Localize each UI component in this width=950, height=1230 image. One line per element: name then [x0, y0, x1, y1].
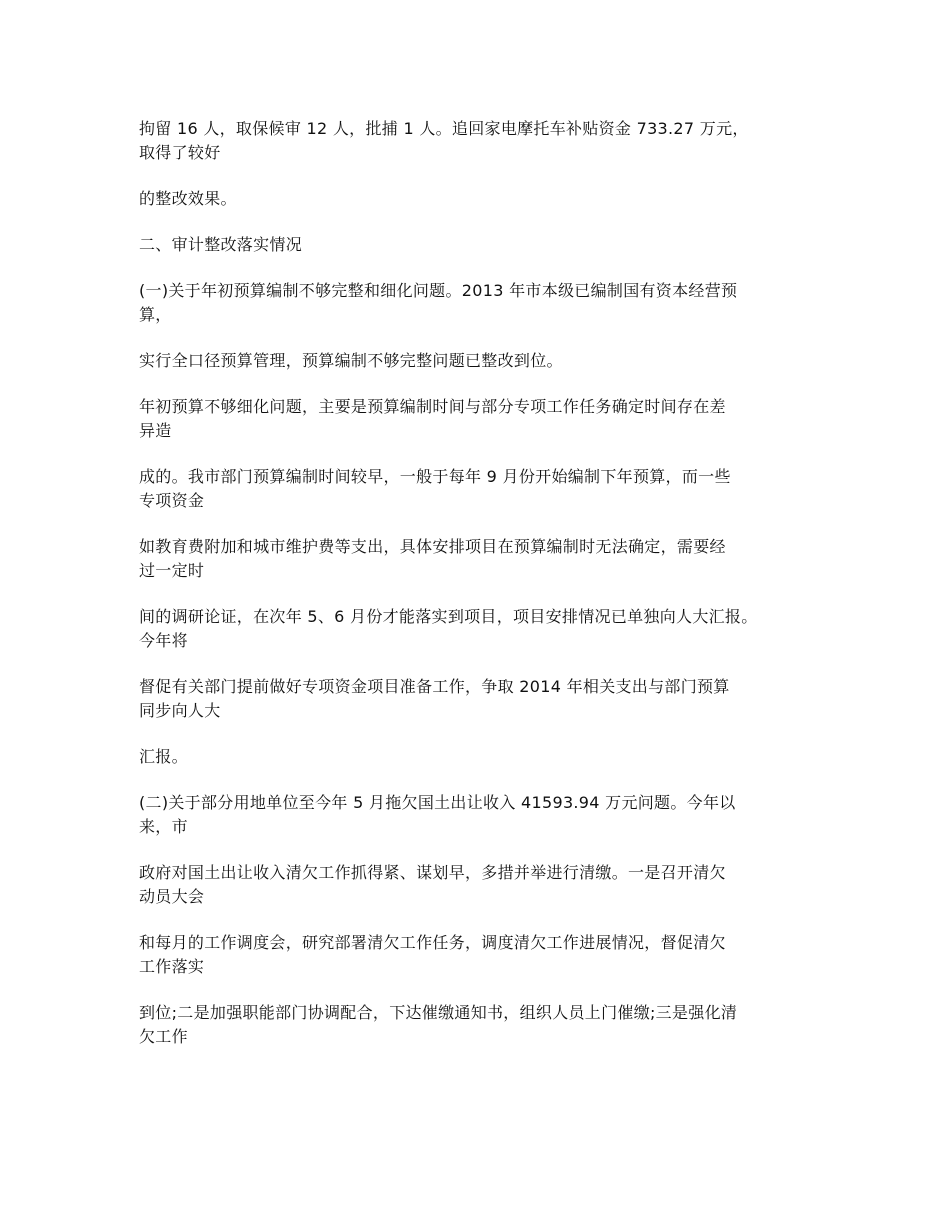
paragraph-4 [139, 279, 819, 327]
paragraph-13 [139, 861, 819, 909]
text-line: 成的。我市部门预算编制时间较早，一般于每年 9 月份开始编制下年预算，而一些 [139, 467, 731, 486]
text-line: 政府对国土出让收入清欠工作抓得紧、谋划早，多措并举进行清缴。一是召开清欠 [139, 863, 726, 882]
paragraph-10 [139, 675, 819, 723]
text-line: 专项资金 [139, 491, 205, 510]
section-heading [139, 233, 819, 257]
paragraph-7 [139, 465, 819, 513]
paragraph-14 [139, 931, 819, 979]
text-line: 欠工作 [139, 1027, 188, 1046]
paragraph-5 [139, 349, 819, 373]
text-line: 过一定时 [139, 561, 205, 580]
text-line: 到位;二是加强职能部门协调配合，下达催缴通知书，组织人员上门催缴;三是强化清 [139, 1003, 738, 1022]
paragraph-1 [139, 117, 819, 165]
text-line: 的整改效果。 [139, 189, 237, 208]
paragraph-2 [139, 187, 819, 211]
paragraph-9 [139, 605, 819, 653]
text-line: 和每月的工作调度会，研究部署清欠工作任务，调度清欠工作进展情况，督促清欠 [139, 933, 726, 952]
paragraph-15 [139, 1001, 819, 1049]
text-line: 同步向人大 [139, 701, 221, 720]
text-line: 间的调研论证，在次年 5、6 月份才能落实到项目，项目安排情况已单独向人大汇报。 [139, 607, 758, 626]
text-line: 年初预算不够细化问题，主要是预算编制时间与部分专项工作任务确定时间存在差 [139, 397, 726, 416]
text-line: 算， [139, 305, 172, 324]
text-line: (一)关于年初预算编制不够完整和细化问题。2013 年市本级已编制国有资本经营预 [139, 281, 738, 300]
paragraph-8 [139, 535, 819, 583]
text-line: 来，市 [139, 817, 188, 836]
text-line: 取得了较好 [139, 143, 221, 162]
paragraph-12 [139, 791, 819, 839]
document-body [139, 117, 819, 1071]
paragraph-11 [139, 745, 819, 769]
text-line: 汇报。 [139, 747, 188, 766]
text-line: 如教育费附加和城市维护费等支出，具体安排项目在预算编制时无法确定，需要经 [139, 537, 726, 556]
text-line: 动员大会 [139, 887, 205, 906]
text-line: 实行全口径预算管理，预算编制不够完整问题已整改到位。 [139, 351, 563, 370]
text-line: 今年将 [139, 631, 188, 650]
text-line: 异造 [139, 421, 172, 440]
text-line: 督促有关部门提前做好专项资金项目准备工作，争取 2014 年相关支出与部门预算 [139, 677, 730, 696]
text-line: (二)关于部分用地单位至今年 5 月拖欠国土出让收入 41593.94 万元问题。今年以 [139, 793, 736, 812]
paragraph-6 [139, 395, 819, 443]
text-line: 工作落实 [139, 957, 205, 976]
text-line: 二、审计整改落实情况 [139, 235, 303, 254]
text-line: 拘留 16 人，取保候审 12 人，批捕 1 人。追回家电摩托车补贴资金 733.27 万元， [139, 119, 749, 138]
